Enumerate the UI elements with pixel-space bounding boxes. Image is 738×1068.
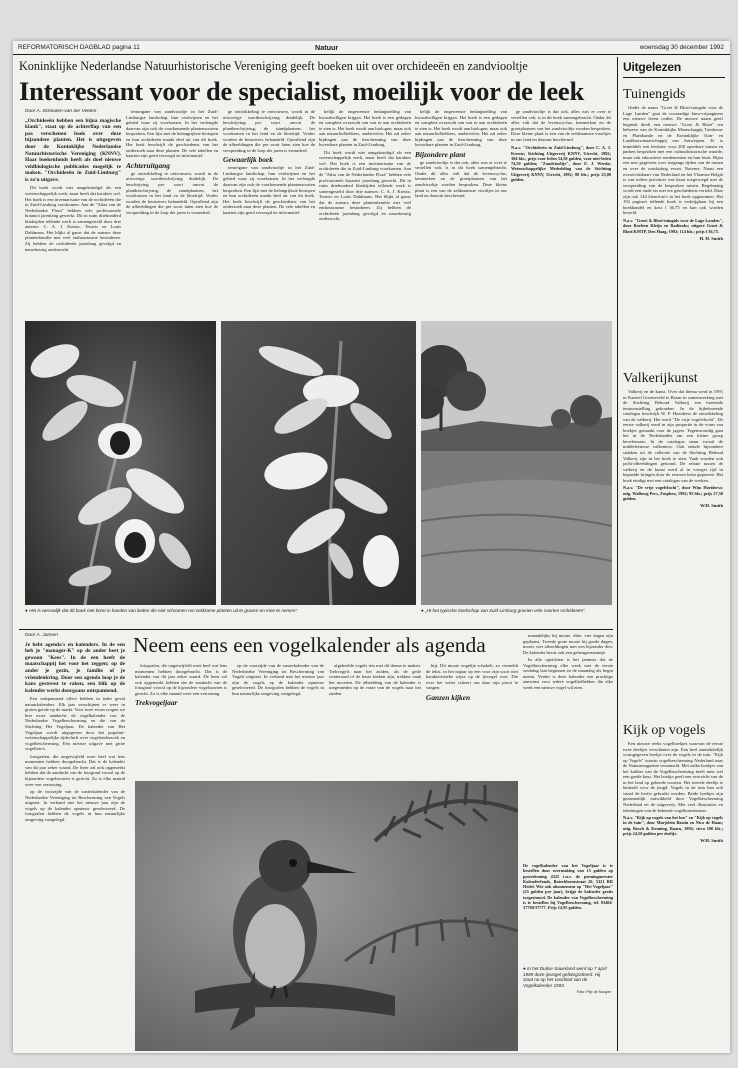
article2-order-info: De vogelkalender van het Vogeljaar is te bestellen door overmaking van 15 gulden op postrekening 4325 t.n.v. de penningmeester Kalenderfonds, Boterbloemstraat 20, 5321 RR Hedel. Wie ook abonnement op "Het Vogeljaar" (25 gulden per jaar), krijgt de kalender gratis toegestuurd. De kalender van Vogelbescherming is te bestellen bij Vogelbescherming, tel. 03404-37700/37777. Prijs 14,95 gulden.: [523, 863, 613, 911]
article2-column-4: [329, 663, 421, 777]
article2-lead: Je hebt agenda's en kalenders. In de een heb je "manager-K" op de ander heet je gewoon "Kees". In de een heeft de maatschappij het voor het zeggen; op de ander je gezin, je familie of je vriendenkring. Door een agenda loop je de kans gestresst te raken, een blik op de kalender werkt doorgaans ontspannend.: [25, 641, 125, 694]
tuinengids-info: N.a.v. "Groei & Bloei-tuingids voor de Lage Landen", door Roeleen Kleijn en Radionks; uitgave Groei & Bloei/KMTP, Den Haag, 1992; 114 blz.; prijs f 36,75.: [623, 217, 723, 234]
article1-text-6: ge zandviooltje is dat ook, alles was er over te vertellen valt, is in dit boek samengebracht. Onder dit alles valt dat de levenscyclus, kenmerken en de groeiplaatsen van het zandviooltje worden besproken. Deze kleine plant is een van de zeldzaamste viooltjes in ons land en daarom beschermd.: [511, 109, 611, 142]
limburg-landscape-illustration: [421, 321, 612, 605]
header-publication: REFORMATORISCH DAGBLAD pagina 11: [18, 44, 140, 51]
caption-left: [25, 608, 415, 614]
article1-text-4b: Dit boek wordt niet aangekondigd als een wetenschappelijk werk, maar heeft dat karakter wel. Het boek is een inventarisatie van de orchideeën die in Zuid-Limburg voorkomen. Aan de "Atlas van de Nederlandse Flora" hebben vele professionele botanici jarenlang gewerkt. Dit in ruim driehonderd bladzijden tellende werk is samengesteld door drie auteurs: C. A. J. Kreutz, Teuwis en Louis Dahlmans. Het blijkt al gauw dat de auteurs deze plantenfamilie met veel enthousiasme bestuderen. Zij hebben de orchideeën jarenlang gevolgd en nauwkeurig onderzocht.: [319, 149, 411, 222]
article1-subhead-achteruitgang: Achteruitgang: [126, 160, 170, 170]
page-header: [13, 41, 730, 55]
article2-column-2: [135, 663, 227, 777]
kijk-op-vogels-signature: W.H. Smith: [700, 838, 723, 844]
tuinengids-body: [623, 105, 723, 367]
article2-byline: Door A. Jansen: [25, 633, 58, 638]
article1-text-3b: tenseigane van zandviooltje in het Zuid-Limburgse landschap, hun verdwijnen en het gebied waar zij voorkomen. In het verlengde daarvan zijn ook de voorkomende plantensoorten besproken. Een lijst met de belangrijkste biotopen en hun orchideeën maakt deel uit van dit boek. Het boek beschrijft de geschiedenis van het onderzoek naar deze planten. De vele tabellen en kaarten zijn goed verzorgd en informatief.: [223, 165, 315, 215]
caption-right-text: „Ht het typische landschap van Zuid-Limburg groeien vele soorten orchideeën".: [425, 608, 587, 613]
article2-subhead-ganzen: Ganzen kijken: [426, 692, 471, 702]
header-date: woensdag 30 december 1992: [639, 44, 724, 51]
valkerijkunst-title: Valkerijkunst: [623, 371, 698, 386]
article2-text-5: bijt. Dit mooie vogeltje schakelt, zo vermeldt de tekst, in het najaar op een voor zijn soort niet karakteristieke wijze op de ijsvogel over. Die over het water scheert om daar zijn prooi te vangen.: [426, 663, 518, 691]
article1-text-1: Dit boek wordt niet aangekondigd als een wetenschappelijk werk, maar heeft dat karakter wel. Het boek is een inventarisatie van de orchideeën die in Zuid-Limburg voorkomen. Aan de "Atlas van de Nederlandse Flora" hebben vele professionele botanici jarenlang gewerkt. Dit in ruim driehonderd bladzijden tellende werk is samengesteld door drie auteurs: C. A. J. Kreutz, Teuwis en Louis Dahlmans. Het blijkt al gauw dat de auteurs deze plantenfamilie met veel enthousiasme bestuderen. Zij hebben de orchideeën jarenlang gevolgd en nauwkeurig onderzocht.: [25, 185, 121, 252]
kingfisher-caption: [523, 966, 611, 996]
article1-subhead-bijzondere: Bijzondere plant: [415, 149, 466, 159]
orchid-illustration-left: [25, 321, 216, 605]
kingfisher-photo: [135, 781, 518, 1051]
article-divider: [19, 629, 613, 630]
uitgelezen-logo-text: Uitgelezen: [623, 60, 682, 74]
valkerijkunst-info: N.a.v. "De vrije vogelvlucht", door Wim Hoeiderss; uitg. Walburg Pers, Zutphen, 1992; 95 blz.; prijs 27,50 gulden.: [623, 485, 723, 501]
article2-text-3: op de voorzijde van de zusterkalender van de Nederlandse Vereniging tot Bescherming van Vogels uitgezet. In verband met het nieuwe jaar zijn de vogels op de kalender opnieuw geselecteerd. De fotografen hebben de vogels in hun natuurlijke omgeving vastgelegd.: [232, 663, 324, 696]
tuinengids-signature: H. H. Smith: [699, 235, 723, 241]
article2-order-box: [523, 863, 613, 963]
sidebar-divider: [617, 57, 618, 1051]
article1-book-info: N.a.v. "Orchideeën in Zuid-Limburg", door C. A. J. Kreutz; Stichting Uitgeverij KNNV, Utrecht, 1992; 304 blz.; prijs voor leden 54,50 gulden, voor niet-leden 74,50 gulden; "Zandviooltje", door E. J. Weeda; Wetenschappelijke Mededeling van de Stichting Uitgeverij KNNV, Utrecht, 1992; 88 blz.; prijs 23,00 gulden.: [511, 145, 611, 183]
tuinengids-text: Onder de naam "Groei & Bloei-tuingids voor de Lage Landen" gaat de vooraadige kinu-vrijaagmers een nieuwe leven ooden. De nieuwe naam geeft beginde direlt een nieuwe "Groei & Bloei" ten behoeve van de Koninklijke Maatschappij Tuinbouw en Plantkunde en de Koninklijke Tuin- en Landbouwmaatschappij van Antwerpen. Er is inmiddels een leesbare voor 200 openbare tuinen en parken besproken met een cultuurhistorische waarde, maar ook educatieve rendementen en hun bezit. Bijna een met gegevens over toegangs tijden van de tuinen en over de ontsluiting ervan. Noterne. Naast een overzichtskaart van Nederland en het Vlaamse België is van iedere provincie een kaart toegevoegd met de verspreiding van de besproken tuinen. Regelmatig wordt een oude ets met ere geschiedenis verteld. Daar zijn ook 144 kleurfoto's in het boek opgenomen. Het 192 pagina's tellende boek is verkrijgbaar bij een boekhandel en kost f 36,75 en kan ook worden besteld.: [623, 105, 723, 216]
kijk-op-vogels-text: Een nieuwe reeks vogelboekjes waarvan de eerste twee deeltjes verschenen zijn. Een heel aantrekkelijk vormgegeven boekje over de vogels in de tuin. "Kijk op Vogels" waarin vogelbescherming Nederland naar de Natuurmagazine verzameld. Met zulke boekjes van het kaliber van de Vogelbescherming heeft men wel een goede keus. Het boekje geeft een overzicht van de in het land op gekende soorten. Het tweede deeltje is bedoeld voor de jeugd. Vogels in de tuin kan ook vanaf de herfst gebruikt worden. Beide boekjes zijn gezamenlijk ontwikkeld door Vogelbescherming Nederland en de uitgeverij. Met veel illustraties en tekeningen van de bekende vogelkunstenaars.: [623, 741, 723, 813]
article1-lead: „Orchideeën hebben een bijna magische klank", staat op de achterflap van een pas verschenen boek over deze bijzondere planten. Het is uitgegeven door de Koninklijke Nederlandse Natuurhistorische Vereniging (KNNV). Haar boekenfonds heeft als doel nieuwe veldbiologische publicaties mogelijk te maken. "Orchideeën in Zuid-Limburg" is zo'n uitgave.: [25, 117, 121, 183]
valkerijkunst-signature: W.H. Smith: [700, 503, 723, 509]
article2-column-1: [25, 633, 125, 1053]
orchid-photo-center: [221, 321, 416, 605]
header-section: Natuur: [315, 43, 339, 52]
newspaper-page: [13, 41, 730, 1053]
kijk-op-vogels-body: [623, 741, 723, 1049]
article1-text-2: tenseigane van zandviooltje in het Zuid-Limburgse landschap, hun verdwijnen en het gebied waar zij voorkomen. In het verlengde daarvan zijn ook de voorkomende plantensoorten besproken. Een lijst met de belangrijkste biotopen en hun orchideeën maakt deel uit van dit boek. Het boek beschrijft de geschiedenis van het onderzoek naar deze planten. De vele tabellen en kaarten zijn goed verzorgd en informatief.: [126, 109, 218, 159]
article2-column-6: [523, 633, 613, 859]
landscape-photo: [421, 321, 612, 605]
article1-subhead-gewaarlijk: Gewaarlijk boek: [223, 155, 273, 165]
article2-text-1c: op de voorzijde van de zusterkalender van de Nederlandse Vereniging tot Bescherming van Vogels uitgezet. In verband met het nieuwe jaar zijn de vogels op de kalender opnieuw geselecteerd. De fotografen hebben de vogels in hun natuurlijke omgeving vastgelegd.: [25, 789, 125, 822]
article1-text-5: kelijk de ongewenste belangstelling van kwaadwilligen krijgen. Het boek is een gedegen en complete overzicht van wat er aan orchideeën te zien is. Het boek wordt aan biologen, maar ook aan natuurliefhebbers, aanbevolen. Het zal zeker bijdragen aan de bescherming van deze kwetsbare planten in Zuid-Limburg.: [415, 109, 507, 148]
article1-kicker: Koninklijke Nederlandse Natuurhistorische Vereniging geeft boeken uit over orchideeën en zandviooltje: [19, 59, 528, 73]
valkerijkunst-text: Valkerij en de kunst. Over dat thema werd in 1991 in Kasteel Groeneveld te Baarn in samenwerking met de Stichting Behoud Valkerij een boeiende tentoonstelling gehouden. In de bijbehorende catalogus beschrijft W. F. Hoeiderss de ontwikkeling van de valkerij. Het werd "De vrije vogelvlucht". De eerste valkerij werd in zijn proportie in de vorm van boekjes gemaakt voor de jagers. Tegenwoordig gaat het in de Nederlanden om een kleine groep beoefenaars. In de catalogus staan vooral de middeleeuwse valkeniers. Ook enkele bijzondere stukken uit de collectie van de Stichting Behoud Valkerij zijn in het boek te zien. Vaak worden ook jacht-afbeeldingen getoond. De relatie tussen de valkerij en de kunst werd al in vroeger tijd in bepaalde kringen door de eeuwen heen geprezen. Het boek eindigt met een catalogus van de werken.: [623, 389, 723, 483]
article2-text-7: In alle opzichten is het jammer dat de Vogelbescherming elke week met de eerste werkdag laat beginnen en de maandag als begin neemt. Verder is deze kalender een prachtige aanwinst voor iedere vogelliefhebber die elke week een nieuwe vogel wil zien.: [523, 657, 613, 690]
kijk-op-vogels-title: Kijk op vogels: [623, 723, 706, 738]
article2-text-2: fotografen, die ongetwijfeld weer heel wat lens momenten hebben doorgebracht. Dat is de kalender van dit jaar zeker waard. De lezer zal ook opgemerkt hebben dat de aandacht van de fotograaf vooral op de bijzondere vogelsoorten is gericht. Zo is elke maand weer een verrassing.: [135, 663, 227, 696]
article2-text-1: Een ontspannend effect hebben in ieder geval natuurkalenders. Elk jaar verschijnen er weer in groten getale op de markt. Voor twee ervan vragen we hier extra aandacht: de vogelkalender van de Nederlandse Vogelbescherming en die van de Stichting Het Vogeljaar. De kalender van Het Vogeljaar wordt uitgegeven door het populair-wetenschappelijke tijdschrift over vogelonderzoek en vogelbescherming. Eén nieuwe uitgave met grote vogelfoto's.: [25, 696, 125, 752]
article1-text-3: ge ontwikkeling te ontvouwen, wordt in de uitvoerige soortbeschrijving duidelijk. De beschrijving per soort omvat de plantbeschrijving, de standplaatsen, het voorkomen in het land en de bloeitijd. Verder worden de bestuivers behandeld. Opvallend zijn de afbeeldingen die per soort laten zien hoe de verspreiding in de loop der jaren is veranderd.: [223, 109, 315, 153]
caption-bullet-right: ●: [421, 608, 426, 613]
photo-credit: Foto: Flip de Nooyer: [576, 990, 611, 995]
kingfisher-illustration: [135, 781, 518, 1051]
sidebar-valkerijkunst: [623, 371, 725, 387]
article1-text-4: kelijk de ongewenste belangstelling van kwaadwilligen krijgen. Het boek is een gedegen en complete overzicht van wat er aan orchideeën te zien is. Het boek wordt aan biologen, maar ook aan natuurliefhebbers, aanbevolen. Het zal zeker bijdragen aan de bescherming van deze kwetsbare planten in Zuid-Limburg.: [319, 109, 411, 148]
article2-text-6: maandelijks bij mooie, ditie, vier dagen zijn geplaatst. Tweede grote mooie bij goede dagen, mooie vier afbeeldingen met een bijzonder dier. De kalender bevat ook een geheugensteuntje.: [523, 633, 613, 655]
article2-column-5: [426, 663, 518, 777]
article1-text-5b: ge zandviooltje is dat ook, alles was er over te vertellen valt, is in dit boek samengebracht. Onder dit alles valt dat de levenscyclus, kenmerken en de groeiplaatsen van het zandviooltje worden besproken. Deze kleine plant is een van de zeldzaamste viooltjes in ons land en daarom beschermd.: [415, 159, 507, 199]
sidebar-kijk-op-vogels: [623, 723, 725, 739]
orchid-illustration-center: [221, 321, 416, 605]
article2-headline: Neem eens een vogelkalender als agenda: [133, 633, 486, 657]
article1-text-2b: ge ontwikkeling te ontvouwen, wordt in de uitvoerige soortbeschrijving duidelijk. De beschrijving per soort omvat de plantbeschrijving, de standplaatsen, het voorkomen in het land en de bloeitijd. Verder worden de bestuivers behandeld. Opvallend zijn de afbeeldingen die per soort laten zien hoe de verspreiding in de loop der jaren is veranderd.: [126, 170, 218, 215]
caption-left-text: Het is wenselijk dat dit boek niet komt in handen van lieden die niet schromen om zeldzame planten uit te graven en mee te nemen".: [29, 608, 299, 613]
article2-text-1b: fotografen, die ongetwijfeld weer heel wat lens momenten hebben doorgebracht. Dat is de kalender van dit jaar zeker waard. De lezer zal ook opgemerkt hebben dat de aandacht van de fotograaf vooral op de bijzondere vogelsoorten is gericht. Zo is elke maand weer een verrassing.: [25, 753, 125, 787]
article2-subhead-trekvogeljaar: Trekvogeljaar: [135, 698, 178, 708]
tuinengids-title: Tuinengids: [623, 87, 686, 102]
kingfisher-caption-text: In het Duitse Sauerland werd op 7 april 1989 deze ijsvogel gefotografeerd. Hij staat nu op het voorblad van de Vogelkalender 1993.: [523, 966, 607, 988]
article2-text-4: afgebeelde vogels iets met dit thema te maken. Trekvogels naar het zuiden, als de geile winteraard of de beste kieken zijn, trekken vaak het noorden. De afbeelding van de kalender is toegesneden op de route van de vogels naar het zuiden.: [329, 663, 421, 696]
caption-right: [421, 608, 612, 614]
valkerijkunst-body: [623, 389, 723, 719]
sidebar-tuinengids: [623, 87, 725, 103]
orchid-photo-left: [25, 321, 216, 605]
caption-bullet-kingfisher: ●: [523, 966, 528, 971]
article2-column-3: [232, 663, 324, 777]
article1-byline: Door A. Schouten-van der Velden: [25, 109, 97, 114]
sidebar-logo: [623, 60, 725, 78]
kijk-op-vogels-info: N.a.v. "Kijk op vogels van het bos" en "Kijk op vogels in de tuin", door Marjolein Bastin en Nico de Haan; uitg. Bosch & Keuning, Baarn, 1992; circa 100 blz.; prijs 24,50 gulden per deeltje.: [623, 815, 723, 836]
sidebar: [623, 60, 725, 78]
article1-headline: Interessant voor de specialist, moeilijk voor de leek: [19, 76, 584, 106]
caption-bullet-left: ●: [25, 608, 30, 613]
